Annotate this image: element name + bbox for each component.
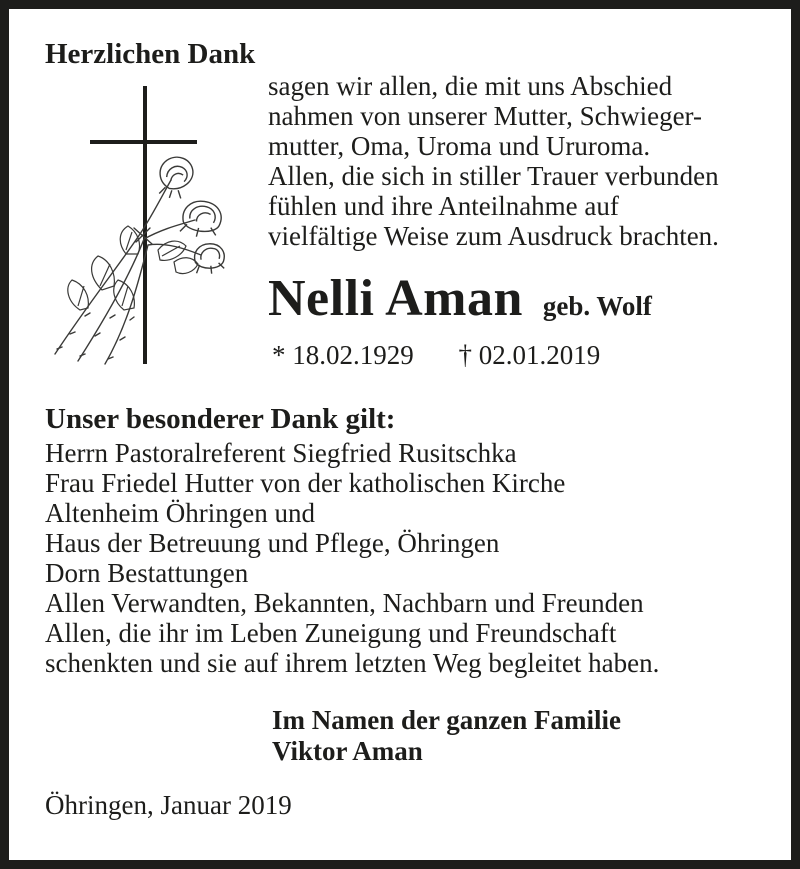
thanks-line: schenkten und sie auf ihrem letzten Weg begleitet haben. [45, 648, 660, 678]
intro-line: nahmen von unserer Mutter, Schwieger- [268, 101, 702, 131]
deceased-name-row [268, 269, 652, 328]
cross-icon [90, 86, 197, 364]
rose-blooms [153, 153, 226, 276]
death-date: † 02.01.2019 [458, 340, 601, 370]
deceased-name: Nelli Aman [268, 270, 523, 327]
thanks-line: Frau Friedel Hutter von der katholischen Kirche [45, 468, 566, 498]
birth-date: * 18.02.1929 [272, 340, 414, 370]
rose-stems [55, 180, 201, 364]
thanks-heading: Unser besonderer Dank gilt: [45, 403, 396, 435]
signature-block [272, 705, 621, 767]
intro-text [268, 71, 719, 251]
thanks-line: Allen, die ihr im Leben Zuneigung und Freundschaft [45, 618, 617, 648]
maiden-name: geb. Wolf [542, 291, 652, 321]
thanks-line: Allen Verwandten, Bekannten, Nachbarn und Freunden [45, 588, 644, 618]
signature-name: Viktor Aman [272, 736, 423, 766]
thanks-line: Haus der Betreuung und Pflege, Öhringen [45, 528, 500, 558]
thanks-line: Herrn Pastoralreferent Siegfried Rusitschka [45, 438, 517, 468]
thanks-line: Altenheim Öhringen und [45, 498, 315, 528]
intro-line: Allen, die sich in stiller Trauer verbunden [268, 161, 719, 191]
intro-line: fühlen und ihre Anteilnahme auf [268, 191, 619, 221]
page-title: Herzlichen Dank [45, 38, 256, 70]
intro-line: mutter, Oma, Uroma und Ururoma. [268, 131, 651, 161]
place-date: Öhringen, Januar 2019 [45, 790, 292, 820]
life-dates [272, 340, 600, 371]
thanks-list [45, 438, 659, 678]
intro-line: sagen wir allen, die mit uns Abschied [268, 71, 673, 101]
intro-line: vielfältige Weise zum Ausdruck brachten. [268, 221, 719, 251]
thanks-line: Dorn Bestattungen [45, 558, 249, 588]
signature-line: Im Namen der ganzen Familie [272, 705, 621, 735]
cross-and-roses-icon [40, 78, 280, 383]
